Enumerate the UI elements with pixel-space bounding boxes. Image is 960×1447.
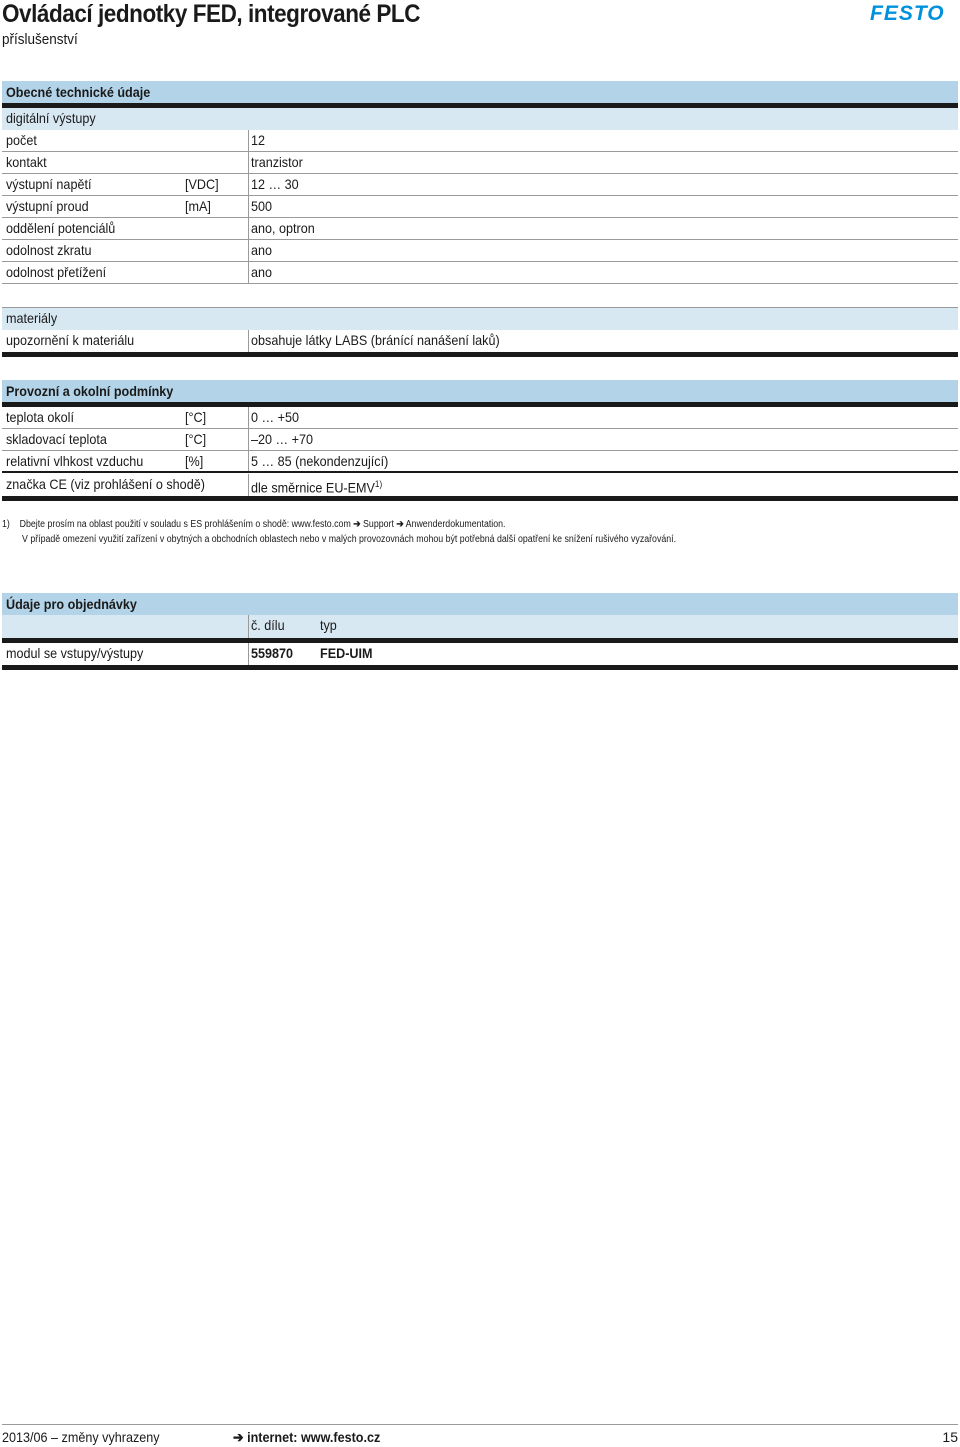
arrow-right-icon: ➔ (396, 519, 404, 530)
section-divider (2, 352, 958, 357)
table-row: upozornění k materiálu obsahuje látky LABS (bránící nanášení laků) (2, 330, 958, 352)
table-row: skladovací teplota [°C] –20 … +70 (2, 429, 958, 451)
footnote-1: 1) Dbejte prosím na oblast použití v souladu s ES prohlášením o shodě: www.festo.com ➔ Support ➔ Anwenderdokumentation. (2, 517, 505, 533)
table-header-row: č. dílu typ (2, 615, 958, 638)
table-row: odolnost přetížení ano (2, 262, 958, 284)
section-header-operating: Provozní a okolní podmínky (2, 380, 958, 402)
table-row: počet 12 (2, 130, 958, 152)
footer-internet: ➔ internet: www.festo.cz (233, 1429, 381, 1445)
section-header-general: Obecné technické údaje (2, 81, 958, 103)
subheading-digital-outputs: digitální výstupy (2, 108, 958, 130)
section-divider (2, 665, 958, 670)
section-header-ordering: Údaje pro objednávky (2, 593, 958, 615)
page-number: 15 (942, 1429, 958, 1445)
table-row: relativní vlhkost vzduchu [%] 5 … 85 (nekondenzující) (2, 451, 958, 473)
page-title: Ovládací jednotky FED, integrované PLC (2, 0, 421, 28)
logo-text: FESTO (870, 3, 945, 23)
footer-date: 2013/06 – změny vyhrazeny (2, 1429, 160, 1445)
subheading-materials: materiály (2, 308, 958, 330)
table-row: teplota okolí [°C] 0 … +50 (2, 407, 958, 429)
page-subtitle: příslušenství (2, 31, 78, 48)
spacer-row (2, 286, 958, 308)
table-row-ce: značka CE (viz prohlášení o shodě) dle směrnice EU-EMV$^{1)}$ (6, 476, 383, 496)
footer-divider (2, 1424, 958, 1425)
table-row: výstupní proud [mA] 500 (2, 196, 958, 218)
table-row: oddělení potenciálů ano, optron (2, 218, 958, 240)
table-row: odolnost zkratu ano (2, 240, 958, 262)
table-row: kontakt tranzistor (2, 152, 958, 174)
page-footer (2, 1428, 958, 1446)
arrow-right-icon: ➔ (233, 1429, 244, 1445)
table-row-order: modul se vstupy/výstupy 559870 FED-UIM (2, 643, 958, 665)
table-row: výstupní napětí [VDC] 12 … 30 (2, 174, 958, 196)
section-divider (2, 496, 958, 501)
festo-logo (870, 3, 956, 23)
footnote-1-continued: V případě omezení využití zařízení v obytných a obchodních oblastech nebo v malých provozovnách mohou být potřebná další opatření ke snížení rušivého vyzařování. (22, 534, 677, 545)
arrow-right-icon: ➔ (353, 519, 361, 530)
